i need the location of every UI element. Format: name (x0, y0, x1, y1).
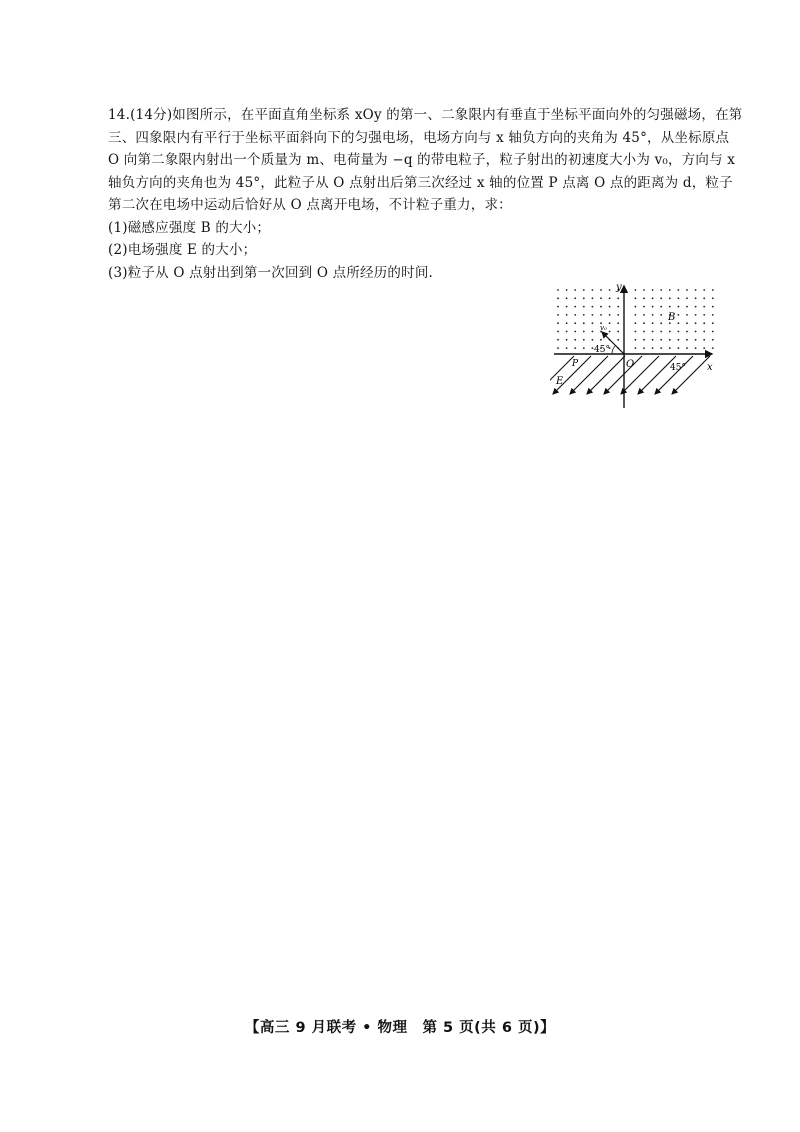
field-dot (566, 322, 568, 324)
question-3: (3)粒子从 O 点射出到第一次回到 O 点所经历的时间. (108, 264, 434, 281)
field-dot (678, 314, 680, 316)
field-arrow (655, 356, 693, 394)
field-dot (703, 297, 705, 299)
field-dot (557, 339, 559, 341)
field-dot (669, 306, 671, 308)
field-arrow (638, 356, 676, 394)
field-dot (635, 347, 637, 349)
field-dot (617, 322, 619, 324)
field-dot (566, 289, 568, 291)
field-dot (643, 339, 645, 341)
field-dot (712, 339, 714, 341)
e-field-label: E (556, 376, 564, 387)
field-dot (592, 314, 594, 316)
field-dot (583, 331, 585, 333)
field-dot (609, 322, 611, 324)
field-dot (635, 289, 637, 291)
field-dot (669, 297, 671, 299)
field-dot (592, 331, 594, 333)
field-dot (686, 331, 688, 333)
problem-line-5: 第二次在电场中运动后恰好从 O 点离开电场，不计粒子重力，求： (108, 197, 512, 213)
field-dot (592, 297, 594, 299)
field-dot (557, 314, 559, 316)
velocity-label: v₀ (600, 324, 607, 332)
field-dot (643, 322, 645, 324)
field-dot (703, 322, 705, 324)
field-dot (592, 289, 594, 291)
field-dot (686, 322, 688, 324)
field-dot (609, 306, 611, 308)
origin-label: O (626, 359, 635, 370)
field-dot (712, 289, 714, 291)
field-dot (617, 297, 619, 299)
problem-text (108, 104, 743, 284)
field-dot (609, 297, 611, 299)
field-dot (660, 322, 662, 324)
field-dot (617, 331, 619, 333)
field-dot (678, 322, 680, 324)
x-axis-label: x (707, 362, 713, 373)
field-dot (592, 339, 594, 341)
field-dot (635, 339, 637, 341)
field-dot (695, 314, 697, 316)
field-dot (652, 314, 654, 316)
question-1: (1)磁感应强度 B 的大小； (108, 219, 271, 236)
field-dot (686, 314, 688, 316)
field-dot (678, 297, 680, 299)
point-p-label: P (572, 359, 579, 369)
field-dot (557, 306, 559, 308)
field-dot (678, 331, 680, 333)
field-dot (635, 306, 637, 308)
field-dot (660, 306, 662, 308)
field-dot (660, 339, 662, 341)
field-dot (643, 331, 645, 333)
field-arrow (587, 356, 625, 394)
problem-line-1: 14.(14分)如图所示，在平面直角坐标系 xOy 的第一、二象限内有垂直于坐标平面向外的匀强磁场，在第 (108, 107, 743, 123)
field-dot (635, 322, 637, 324)
field-dot (712, 322, 714, 324)
field-dot (703, 347, 705, 349)
field-dot (574, 297, 576, 299)
field-dot (669, 289, 671, 291)
field-dot (712, 331, 714, 333)
field-dot (703, 306, 705, 308)
field-dot (703, 339, 705, 341)
field-dot (678, 339, 680, 341)
field-dot (695, 297, 697, 299)
field-dot (703, 331, 705, 333)
field-dot (557, 297, 559, 299)
angle-label-right: 45° (670, 363, 686, 373)
field-dot (617, 339, 619, 341)
field-dot (669, 339, 671, 341)
y-axis-label: y (616, 282, 622, 293)
field-dot (695, 322, 697, 324)
physics-diagram (550, 280, 720, 410)
field-dot (652, 289, 654, 291)
problem-line-4: 轴负方向的夹角也为 45°，此粒子从 O 点射出后第三次经过 x 轴的位置 P 点离 O 点的距离为 d，粒子 (108, 174, 733, 191)
angle-arc-left (612, 346, 616, 355)
question-2: (2)电场强度 E 的大小； (108, 242, 257, 258)
field-dot (712, 314, 714, 316)
field-dot (686, 297, 688, 299)
field-dot (574, 322, 576, 324)
field-dot (617, 306, 619, 308)
field-arrow (604, 356, 642, 394)
field-dot (652, 347, 654, 349)
field-dot (703, 289, 705, 291)
field-dot (669, 347, 671, 349)
b-field-label: B (668, 312, 676, 323)
field-arrow (550, 356, 574, 394)
field-dot (660, 289, 662, 291)
field-dot (557, 289, 559, 291)
field-dot (635, 297, 637, 299)
field-dot (652, 331, 654, 333)
field-dot (574, 347, 576, 349)
field-dot (686, 339, 688, 341)
field-dot (678, 347, 680, 349)
field-dot (652, 322, 654, 324)
field-dot (557, 331, 559, 333)
field-dot (652, 339, 654, 341)
field-dot (566, 314, 568, 316)
field-dot (669, 331, 671, 333)
field-dot (600, 297, 602, 299)
field-dot (609, 289, 611, 291)
field-dot (643, 314, 645, 316)
field-dot (643, 347, 645, 349)
field-dot (652, 297, 654, 299)
field-dot (695, 289, 697, 291)
field-dot (574, 314, 576, 316)
field-dot (566, 339, 568, 341)
field-dot (574, 306, 576, 308)
field-arrow (672, 356, 710, 394)
field-dot (583, 306, 585, 308)
field-dot (583, 297, 585, 299)
field-dot (660, 297, 662, 299)
field-dot (566, 297, 568, 299)
field-dot (583, 347, 585, 349)
field-dot (643, 306, 645, 308)
field-dot (592, 306, 594, 308)
field-dot (574, 331, 576, 333)
field-dot (566, 347, 568, 349)
field-dot (686, 306, 688, 308)
field-dot (583, 289, 585, 291)
field-dot (600, 314, 602, 316)
field-dot (592, 322, 594, 324)
field-dot (609, 314, 611, 316)
field-dot (712, 297, 714, 299)
field-dot (686, 289, 688, 291)
field-dot (712, 347, 714, 349)
field-dot (686, 347, 688, 349)
field-dot (635, 331, 637, 333)
field-diagram-svg (550, 280, 720, 410)
field-dot (600, 306, 602, 308)
field-dot (695, 339, 697, 341)
magnetic-field-dots (557, 289, 714, 349)
field-dot (566, 331, 568, 333)
problem-line-2: 三、四象限内有平行于坐标平面斜向下的匀强电场，电场方向与 x 轴负方向的夹角为 45°，从坐标原点 (108, 129, 730, 146)
angle-label-left: 45° (594, 345, 610, 355)
field-dot (703, 314, 705, 316)
field-dot (600, 289, 602, 291)
field-dot (678, 306, 680, 308)
page-footer: 【高三 9 月联考 • 物理 第 5 页(共 6 页)】 (244, 1020, 556, 1036)
field-dot (557, 347, 559, 349)
field-dot (660, 314, 662, 316)
field-dot (574, 289, 576, 291)
field-dot (566, 306, 568, 308)
field-dot (660, 331, 662, 333)
field-dot (712, 306, 714, 308)
field-dot (574, 339, 576, 341)
field-dot (583, 314, 585, 316)
field-dot (557, 322, 559, 324)
field-dot (643, 289, 645, 291)
field-dot (609, 331, 611, 333)
problem-line-3: O 向第二象限内射出一个质量为 m、电荷量为 −q 的带电粒子，粒子射出的初速度大小为 v₀，方向与 x (108, 152, 736, 168)
field-dot (600, 339, 602, 341)
field-dot (635, 314, 637, 316)
field-dot (617, 314, 619, 316)
field-dot (643, 297, 645, 299)
field-dot (583, 322, 585, 324)
field-dot (695, 306, 697, 308)
field-dot (652, 306, 654, 308)
field-dot (583, 339, 585, 341)
field-dot (660, 347, 662, 349)
field-dot (695, 347, 697, 349)
field-dot (678, 289, 680, 291)
field-dot (695, 331, 697, 333)
